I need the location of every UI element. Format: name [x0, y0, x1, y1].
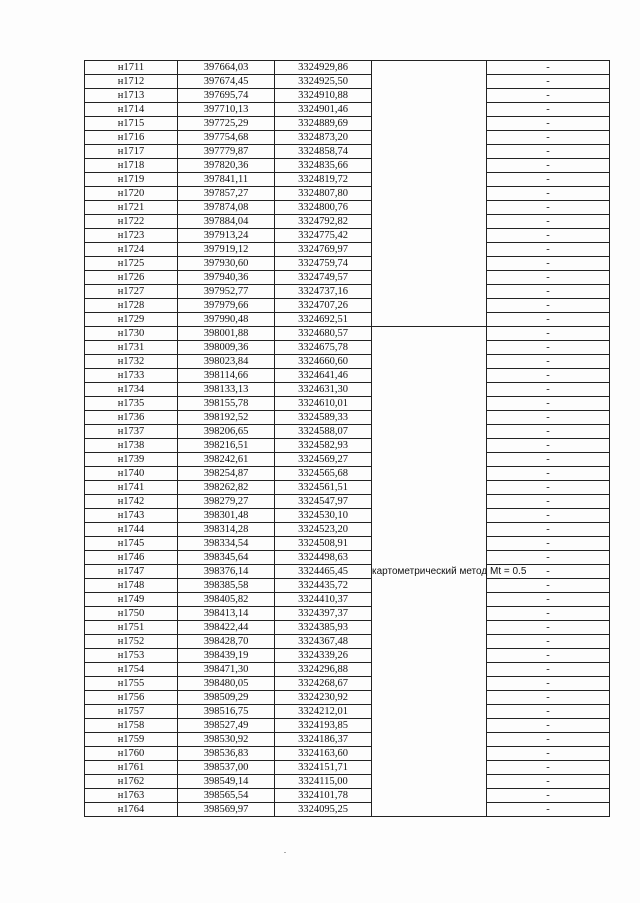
x-coordinate-cell: 397664,03: [178, 61, 275, 75]
y-coordinate-cell: 3324367,48: [275, 635, 372, 649]
x-coordinate-cell: 398405,82: [178, 593, 275, 607]
point-id-cell: н1732: [85, 355, 178, 369]
table-row: [85, 439, 610, 453]
y-coordinate-cell: 3324641,46: [275, 369, 372, 383]
y-coordinate-cell: 3324769,97: [275, 243, 372, 257]
table-row: [85, 593, 610, 607]
y-coordinate-cell: 3324212,01: [275, 705, 372, 719]
table-row: [85, 663, 610, 677]
table-row: [85, 201, 610, 215]
y-coordinate-cell: 3324858,74: [275, 145, 372, 159]
table-row: [85, 705, 610, 719]
table-row: [85, 117, 610, 131]
x-coordinate-cell: 398536,83: [178, 747, 275, 761]
dash-cell: -: [487, 327, 610, 341]
x-coordinate-cell: 398192,52: [178, 411, 275, 425]
dash-cell: -: [487, 243, 610, 257]
table-row: [85, 327, 610, 341]
dash-cell: -: [487, 719, 610, 733]
dash-cell: -: [487, 187, 610, 201]
y-coordinate-cell: 3324523,20: [275, 523, 372, 537]
table-row: [85, 719, 610, 733]
dash-cell: -: [487, 75, 610, 89]
table-row: [85, 75, 610, 89]
y-coordinate-cell: 3324410,37: [275, 593, 372, 607]
x-coordinate-cell: 398345,64: [178, 551, 275, 565]
point-id-cell: н1734: [85, 383, 178, 397]
table-row: [85, 761, 610, 775]
x-coordinate-cell: 398537,00: [178, 761, 275, 775]
x-coordinate-cell: 398565,54: [178, 789, 275, 803]
y-coordinate-cell: 3324565,68: [275, 467, 372, 481]
y-coordinate-cell: 3324759,74: [275, 257, 372, 271]
table-row: [85, 733, 610, 747]
table-row: [85, 257, 610, 271]
point-id-cell: н1764: [85, 803, 178, 817]
x-coordinate-cell: 398301,48: [178, 509, 275, 523]
dash-cell: -: [487, 663, 610, 677]
x-coordinate-cell: 398262,82: [178, 481, 275, 495]
point-id-cell: н1718: [85, 159, 178, 173]
x-coordinate-cell: 397979,66: [178, 299, 275, 313]
table-row: [85, 271, 610, 285]
point-id-cell: н1716: [85, 131, 178, 145]
table-row: [85, 411, 610, 425]
table-row: [85, 467, 610, 481]
point-id-cell: н1722: [85, 215, 178, 229]
x-coordinate-cell: 398242,61: [178, 453, 275, 467]
coordinates-table-body: [85, 61, 610, 817]
dash-cell: -: [487, 789, 610, 803]
point-id-cell: н1740: [85, 467, 178, 481]
point-id-cell: н1744: [85, 523, 178, 537]
y-coordinate-cell: 3324193,85: [275, 719, 372, 733]
point-id-cell: н1723: [85, 229, 178, 243]
y-coordinate-cell: 3324749,57: [275, 271, 372, 285]
x-coordinate-cell: 398385,58: [178, 579, 275, 593]
point-id-cell: н1741: [85, 481, 178, 495]
y-coordinate-cell: 3324582,93: [275, 439, 372, 453]
x-coordinate-cell: 398216,51: [178, 439, 275, 453]
x-coordinate-cell: 397913,24: [178, 229, 275, 243]
table-row: [85, 425, 610, 439]
dash-cell: -: [487, 61, 610, 75]
y-coordinate-cell: 3324569,27: [275, 453, 372, 467]
point-id-cell: н1762: [85, 775, 178, 789]
x-coordinate-cell: 398439,19: [178, 649, 275, 663]
point-id-cell: н1735: [85, 397, 178, 411]
x-coordinate-cell: 398530,92: [178, 733, 275, 747]
point-id-cell: н1742: [85, 495, 178, 509]
dash-cell: -: [487, 201, 610, 215]
point-id-cell: н1738: [85, 439, 178, 453]
x-coordinate-cell: 397930,60: [178, 257, 275, 271]
table-row: [85, 607, 610, 621]
x-coordinate-cell: 398376,14: [178, 565, 275, 579]
dash-cell: -: [487, 677, 610, 691]
point-id-cell: н1753: [85, 649, 178, 663]
y-coordinate-cell: 3324929,86: [275, 61, 372, 75]
table-row: [85, 285, 610, 299]
point-id-cell: н1715: [85, 117, 178, 131]
y-coordinate-cell: 3324186,37: [275, 733, 372, 747]
dash-cell: -: [487, 495, 610, 509]
point-id-cell: н1721: [85, 201, 178, 215]
x-coordinate-cell: 398527,49: [178, 719, 275, 733]
dash-cell: -: [487, 173, 610, 187]
dash-cell: -: [487, 341, 610, 355]
dash-cell: -: [487, 397, 610, 411]
table-row: [85, 509, 610, 523]
y-coordinate-cell: 3324707,26: [275, 299, 372, 313]
dash-cell: -: [487, 103, 610, 117]
coordinates-table: [84, 60, 610, 817]
table-row: [85, 159, 610, 173]
point-id-cell: н1736: [85, 411, 178, 425]
point-id-cell: н1746: [85, 551, 178, 565]
y-coordinate-cell: 3324910,88: [275, 89, 372, 103]
table-row: [85, 537, 610, 551]
table-row: [85, 355, 610, 369]
point-id-cell: н1717: [85, 145, 178, 159]
x-coordinate-cell: 397874,08: [178, 201, 275, 215]
x-coordinate-cell: 397710,13: [178, 103, 275, 117]
y-coordinate-cell: 3324835,66: [275, 159, 372, 173]
point-id-cell: н1711: [85, 61, 178, 75]
y-coordinate-cell: 3324610,01: [275, 397, 372, 411]
point-id-cell: н1720: [85, 187, 178, 201]
point-id-cell: н1725: [85, 257, 178, 271]
point-id-cell: н1747: [85, 565, 178, 579]
y-coordinate-cell: 3324163,60: [275, 747, 372, 761]
table-row: [85, 803, 610, 817]
point-id-cell: н1733: [85, 369, 178, 383]
y-coordinate-cell: 3324268,67: [275, 677, 372, 691]
y-coordinate-cell: 3324675,78: [275, 341, 372, 355]
table-row: [85, 243, 610, 257]
table-row: [85, 495, 610, 509]
y-coordinate-cell: 3324800,76: [275, 201, 372, 215]
x-coordinate-cell: 397674,45: [178, 75, 275, 89]
y-coordinate-cell: 3324530,10: [275, 509, 372, 523]
table-row: [85, 453, 610, 467]
method-cell: картометрический метод Mt = 0.5: [372, 327, 487, 817]
x-coordinate-cell: 397779,87: [178, 145, 275, 159]
x-coordinate-cell: 397884,04: [178, 215, 275, 229]
dash-cell: -: [487, 551, 610, 565]
table-row: [85, 621, 610, 635]
x-coordinate-cell: 398413,14: [178, 607, 275, 621]
dash-cell: -: [487, 803, 610, 817]
x-coordinate-cell: 397940,36: [178, 271, 275, 285]
point-id-cell: н1757: [85, 705, 178, 719]
x-coordinate-cell: 398509,29: [178, 691, 275, 705]
point-id-cell: н1739: [85, 453, 178, 467]
y-coordinate-cell: 3324901,46: [275, 103, 372, 117]
dash-cell: -: [487, 649, 610, 663]
dash-cell: -: [487, 425, 610, 439]
dash-cell: -: [487, 383, 610, 397]
dash-cell: -: [487, 285, 610, 299]
table-row: [85, 579, 610, 593]
x-coordinate-cell: 397857,27: [178, 187, 275, 201]
method-cell: [372, 61, 487, 327]
dash-cell: -: [487, 369, 610, 383]
point-id-cell: н1756: [85, 691, 178, 705]
y-coordinate-cell: 3324925,50: [275, 75, 372, 89]
x-coordinate-cell: 397990,48: [178, 313, 275, 327]
table-row: [85, 131, 610, 145]
dash-cell: -: [487, 131, 610, 145]
dash-cell: -: [487, 271, 610, 285]
y-coordinate-cell: 3324397,37: [275, 607, 372, 621]
y-coordinate-cell: 3324775,42: [275, 229, 372, 243]
dash-cell: -: [487, 691, 610, 705]
point-id-cell: н1751: [85, 621, 178, 635]
x-coordinate-cell: 398279,27: [178, 495, 275, 509]
x-coordinate-cell: 398549,14: [178, 775, 275, 789]
point-id-cell: н1754: [85, 663, 178, 677]
y-coordinate-cell: 3324115,00: [275, 775, 372, 789]
dash-cell: -: [487, 229, 610, 243]
y-coordinate-cell: 3324435,72: [275, 579, 372, 593]
point-id-cell: н1729: [85, 313, 178, 327]
x-coordinate-cell: 398133,13: [178, 383, 275, 397]
point-id-cell: н1731: [85, 341, 178, 355]
table-row: [85, 383, 610, 397]
y-coordinate-cell: 3324889,69: [275, 117, 372, 131]
dash-cell: -: [487, 117, 610, 131]
point-id-cell: н1749: [85, 593, 178, 607]
y-coordinate-cell: 3324680,57: [275, 327, 372, 341]
y-coordinate-cell: 3324339,26: [275, 649, 372, 663]
point-id-cell: н1726: [85, 271, 178, 285]
dash-cell: -: [487, 621, 610, 635]
dash-cell: -: [487, 481, 610, 495]
y-coordinate-cell: 3324588,07: [275, 425, 372, 439]
y-coordinate-cell: 3324807,80: [275, 187, 372, 201]
y-coordinate-cell: 3324095,25: [275, 803, 372, 817]
point-id-cell: н1760: [85, 747, 178, 761]
dash-cell: -: [487, 705, 610, 719]
table-row: [85, 551, 610, 565]
x-coordinate-cell: 398314,28: [178, 523, 275, 537]
table-row: [85, 215, 610, 229]
point-id-cell: н1759: [85, 733, 178, 747]
table-row: [85, 775, 610, 789]
table-row: [85, 173, 610, 187]
x-coordinate-cell: 398206,65: [178, 425, 275, 439]
point-id-cell: н1713: [85, 89, 178, 103]
x-coordinate-cell: 397841,11: [178, 173, 275, 187]
point-id-cell: н1727: [85, 285, 178, 299]
table-row: [85, 341, 610, 355]
dash-cell: -: [487, 439, 610, 453]
dash-cell: -: [487, 355, 610, 369]
x-coordinate-cell: 397952,77: [178, 285, 275, 299]
y-coordinate-cell: 3324230,92: [275, 691, 372, 705]
dash-cell: -: [487, 761, 610, 775]
x-coordinate-cell: 397695,74: [178, 89, 275, 103]
x-coordinate-cell: 397820,36: [178, 159, 275, 173]
x-coordinate-cell: 398422,44: [178, 621, 275, 635]
y-coordinate-cell: 3324692,51: [275, 313, 372, 327]
table-row: [85, 481, 610, 495]
table-row: [85, 103, 610, 117]
y-coordinate-cell: 3324873,20: [275, 131, 372, 145]
dash-cell: -: [487, 159, 610, 173]
y-coordinate-cell: 3324151,71: [275, 761, 372, 775]
point-id-cell: н1712: [85, 75, 178, 89]
point-id-cell: н1743: [85, 509, 178, 523]
point-id-cell: н1714: [85, 103, 178, 117]
table-row: [85, 187, 610, 201]
dash-cell: -: [487, 593, 610, 607]
y-coordinate-cell: 3324465,45: [275, 565, 372, 579]
point-id-cell: н1728: [85, 299, 178, 313]
x-coordinate-cell: 398471,30: [178, 663, 275, 677]
table-row: [85, 397, 610, 411]
dash-cell: -: [487, 313, 610, 327]
x-coordinate-cell: 398009,36: [178, 341, 275, 355]
table-row: [85, 635, 610, 649]
y-coordinate-cell: 3324660,60: [275, 355, 372, 369]
dash-cell: -: [487, 747, 610, 761]
dash-cell: -: [487, 89, 610, 103]
y-coordinate-cell: 3324498,63: [275, 551, 372, 565]
dash-cell: -: [487, 537, 610, 551]
table-row: [85, 145, 610, 159]
y-coordinate-cell: 3324737,16: [275, 285, 372, 299]
table-row: [85, 691, 610, 705]
dash-cell: -: [487, 523, 610, 537]
y-coordinate-cell: 3324508,91: [275, 537, 372, 551]
dash-cell: -: [487, 299, 610, 313]
table-row: [85, 565, 610, 579]
scan-artifact: [284, 852, 286, 853]
y-coordinate-cell: 3324631,30: [275, 383, 372, 397]
y-coordinate-cell: 3324792,82: [275, 215, 372, 229]
x-coordinate-cell: 398001,88: [178, 327, 275, 341]
dash-cell: -: [487, 257, 610, 271]
x-coordinate-cell: 398023,84: [178, 355, 275, 369]
dash-cell: -: [487, 509, 610, 523]
x-coordinate-cell: 398516,75: [178, 705, 275, 719]
y-coordinate-cell: 3324296,88: [275, 663, 372, 677]
dash-cell: -: [487, 411, 610, 425]
x-coordinate-cell: 398155,78: [178, 397, 275, 411]
dash-cell: -: [487, 565, 610, 579]
dash-cell: -: [487, 579, 610, 593]
y-coordinate-cell: 3324589,33: [275, 411, 372, 425]
table-row: [85, 649, 610, 663]
point-id-cell: н1745: [85, 537, 178, 551]
point-id-cell: н1748: [85, 579, 178, 593]
dash-cell: -: [487, 453, 610, 467]
y-coordinate-cell: 3324385,93: [275, 621, 372, 635]
table-row: [85, 89, 610, 103]
y-coordinate-cell: 3324561,51: [275, 481, 372, 495]
y-coordinate-cell: 3324547,97: [275, 495, 372, 509]
point-id-cell: н1750: [85, 607, 178, 621]
table-row: [85, 61, 610, 75]
x-coordinate-cell: 397754,68: [178, 131, 275, 145]
table-row: [85, 229, 610, 243]
point-id-cell: н1763: [85, 789, 178, 803]
point-id-cell: н1719: [85, 173, 178, 187]
dash-cell: -: [487, 215, 610, 229]
table-row: [85, 677, 610, 691]
x-coordinate-cell: 398480,05: [178, 677, 275, 691]
x-coordinate-cell: 398569,97: [178, 803, 275, 817]
point-id-cell: н1730: [85, 327, 178, 341]
x-coordinate-cell: 397725,29: [178, 117, 275, 131]
table-row: [85, 369, 610, 383]
dash-cell: -: [487, 607, 610, 621]
x-coordinate-cell: 398114,66: [178, 369, 275, 383]
table-row: [85, 299, 610, 313]
y-coordinate-cell: 3324819,72: [275, 173, 372, 187]
point-id-cell: н1755: [85, 677, 178, 691]
x-coordinate-cell: 398334,54: [178, 537, 275, 551]
dash-cell: -: [487, 733, 610, 747]
point-id-cell: н1737: [85, 425, 178, 439]
y-coordinate-cell: 3324101,78: [275, 789, 372, 803]
point-id-cell: н1752: [85, 635, 178, 649]
x-coordinate-cell: 397919,12: [178, 243, 275, 257]
point-id-cell: н1724: [85, 243, 178, 257]
table-row: [85, 313, 610, 327]
table-row: [85, 523, 610, 537]
dash-cell: -: [487, 467, 610, 481]
table-row: [85, 747, 610, 761]
dash-cell: -: [487, 635, 610, 649]
dash-cell: -: [487, 775, 610, 789]
table-row: [85, 789, 610, 803]
dash-cell: -: [487, 145, 610, 159]
point-id-cell: н1761: [85, 761, 178, 775]
x-coordinate-cell: 398254,87: [178, 467, 275, 481]
x-coordinate-cell: 398428,70: [178, 635, 275, 649]
point-id-cell: н1758: [85, 719, 178, 733]
